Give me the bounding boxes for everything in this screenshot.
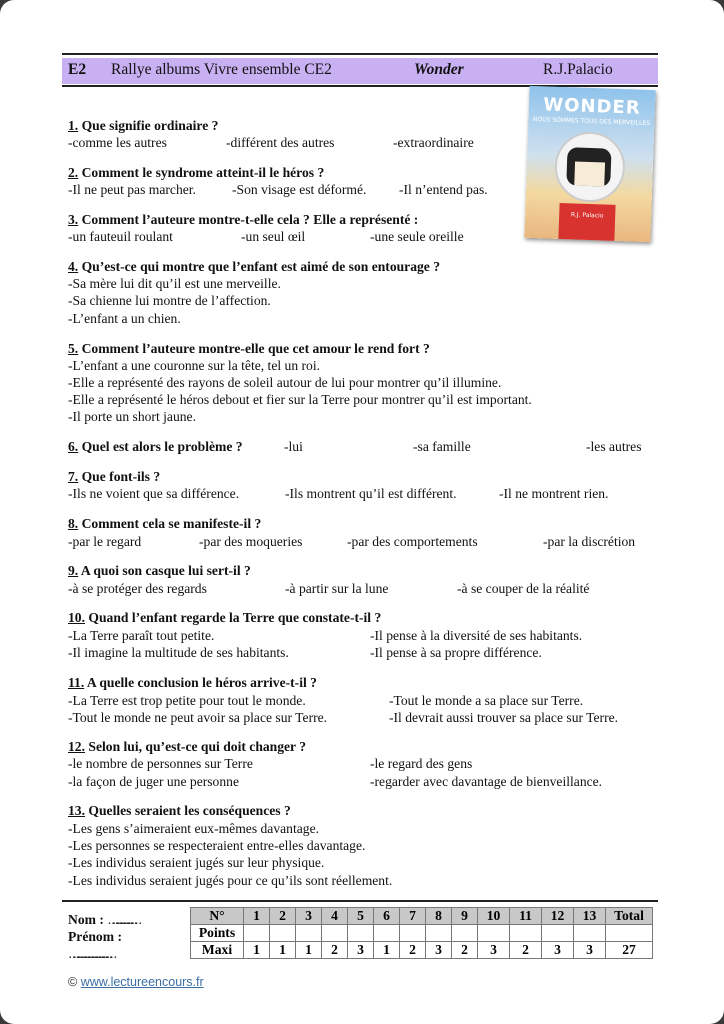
cover-title: WONDER xyxy=(542,94,641,119)
bottom-rule xyxy=(62,900,658,902)
question-text: Quand l’enfant regarde la Terre que constate-t-il ? xyxy=(85,610,382,625)
question-text: Comment le syndrome atteint-il le héros ? xyxy=(78,165,325,180)
header-cell: Total xyxy=(606,908,653,925)
answer-option[interactable]: -à se couper de la réalité xyxy=(457,581,590,596)
book-author: R.J.Palacio xyxy=(543,61,613,78)
answer-option[interactable]: -différent des autres xyxy=(226,135,335,150)
answer-option[interactable]: -le regard des gens xyxy=(370,756,473,771)
answer-option[interactable]: -par des comportements xyxy=(347,534,478,549)
question-number: 5. xyxy=(68,341,79,356)
question-text: Comment l’auteure montre-elle que cet amour le rend fort ? xyxy=(78,341,430,356)
answer-option[interactable]: -par le regard xyxy=(68,534,142,549)
header-cell: 6 xyxy=(374,908,400,925)
answer-option[interactable]: -sa famille xyxy=(413,439,471,454)
maxi-cell: 2 xyxy=(322,942,348,959)
book-cover-image xyxy=(524,86,655,242)
answer-option[interactable]: -la façon de juger une personne xyxy=(68,774,239,789)
answer-option[interactable]: -La Terre paraît tout petite. xyxy=(68,628,215,643)
header-cell: 9 xyxy=(452,908,478,925)
answer-option[interactable]: -Il pense à la diversité de ses habitants. xyxy=(370,628,583,643)
header-cell: 12 xyxy=(542,908,574,925)
question-11-title xyxy=(68,675,317,691)
maxi-cell: 2 xyxy=(452,942,478,959)
header-cell: 13 xyxy=(574,908,606,925)
points-cell[interactable] xyxy=(322,925,348,942)
dotted-line: ………………… xyxy=(107,912,133,927)
answer-option[interactable]: -regarder avec davantage de bienveillance. xyxy=(370,774,603,789)
maxi-cell: 2 xyxy=(510,942,542,959)
maxi-cell: 3 xyxy=(542,942,574,959)
series-title: Rallye albums Vivre ensemble CE2 xyxy=(111,61,332,78)
header-cell: 4 xyxy=(322,908,348,925)
question-12-title xyxy=(68,739,306,755)
top-rule xyxy=(62,53,658,55)
answer-option[interactable]: -Les gens s’aimeraient eux-mêmes davantage. xyxy=(68,821,319,836)
maxi-cell: Maxi xyxy=(191,942,244,959)
header-cell: 7 xyxy=(400,908,426,925)
maxi-cell: 3 xyxy=(348,942,374,959)
answer-option[interactable]: -Les individus seraient jugés sur leur physique. xyxy=(68,855,325,870)
question-text: Comment l’auteure montre-t-elle cela ? Elle a représenté : xyxy=(78,212,419,227)
name-field[interactable] xyxy=(68,912,132,928)
dotted-line: …………………………… xyxy=(68,946,108,961)
answer-option[interactable]: -Elle a représenté des rayons de soleil autour de lui pour montrer qu’il illumine. xyxy=(68,375,502,390)
answer-option[interactable]: -Il porte un short jaune. xyxy=(68,409,196,424)
cover-subtitle: NOUS SOMMES TOUS DES MERVEILLES xyxy=(532,115,651,128)
question-number: 9. xyxy=(68,563,79,578)
answer-option[interactable]: -La Terre est trop petite pour tout le monde. xyxy=(68,693,306,708)
points-cell[interactable] xyxy=(400,925,426,942)
question-5-title xyxy=(68,341,430,357)
field-label: Nom : xyxy=(68,912,108,927)
maxi-cell: 27 xyxy=(606,942,653,959)
copyright-symbol: © xyxy=(68,975,78,989)
header-cell: 8 xyxy=(426,908,452,925)
question-number: 2. xyxy=(68,165,79,180)
points-cell[interactable] xyxy=(348,925,374,942)
answer-option[interactable]: -Sa chienne lui montre de l’affection. xyxy=(68,293,271,308)
question-number: 11. xyxy=(68,675,85,690)
answer-option[interactable]: -Les personnes se respecteraient entre-elles davantage. xyxy=(68,838,366,853)
question-text: A quelle conclusion le héros arrive-t-il ? xyxy=(84,675,317,690)
answer-option[interactable]: -Elle a représenté le héros debout et fier sur la Terre pour montrer qu’il est important. xyxy=(68,392,532,407)
answer-option[interactable]: -comme les autres xyxy=(68,135,167,150)
question-number: 10. xyxy=(68,610,85,625)
points-cell: Points xyxy=(191,925,244,942)
answer-option[interactable]: -un seul œil xyxy=(241,229,306,244)
header-cell: N° xyxy=(191,908,244,925)
answer-option[interactable]: -par des moqueries xyxy=(199,534,303,549)
header-band xyxy=(62,58,658,84)
question-8-title xyxy=(68,516,261,532)
maxi-cell: 2 xyxy=(400,942,426,959)
answer-option[interactable]: -lui xyxy=(284,439,303,454)
question-4-title xyxy=(68,259,440,275)
answer-option[interactable]: -Il n’entend pas. xyxy=(399,182,488,197)
maxi-cell: 1 xyxy=(296,942,322,959)
website-link[interactable]: www.lectureencours.fr xyxy=(80,975,204,989)
header-cell: 2 xyxy=(270,908,296,925)
points-cell[interactable] xyxy=(452,925,478,942)
points-cell[interactable] xyxy=(606,925,653,942)
question-number: 1. xyxy=(68,118,79,133)
answer-option[interactable]: -extraordinaire xyxy=(393,135,474,150)
question-text: Que signifie ordinaire ? xyxy=(78,118,219,133)
answer-option[interactable]: -par la discrétion xyxy=(543,534,636,549)
firstname-label: Prénom : xyxy=(68,929,122,944)
question-7-title xyxy=(68,469,160,485)
question-6-title xyxy=(68,439,243,455)
answer-option[interactable]: -à partir sur la lune xyxy=(285,581,389,596)
answer-option[interactable]: -L’enfant a une couronne sur la tête, tel un roi. xyxy=(68,358,321,373)
points-cell[interactable] xyxy=(244,925,270,942)
question-10-title xyxy=(68,610,381,626)
answer-option[interactable]: -Sa mère lui dit qu’il est une merveille. xyxy=(68,276,281,291)
question-9-title xyxy=(68,563,251,579)
answer-option[interactable]: -Il ne montrent rien. xyxy=(499,486,609,501)
answer-option[interactable]: -Ils ne voient que sa différence. xyxy=(68,486,240,501)
question-text: Selon lui, qu’est-ce qui doit changer ? xyxy=(85,739,307,754)
answer-option[interactable]: -Son visage est déformé. xyxy=(232,182,367,197)
footer xyxy=(68,975,204,989)
header-cell: 5 xyxy=(348,908,374,925)
header-cell: 3 xyxy=(296,908,322,925)
worksheet-code: E2 xyxy=(68,61,87,78)
points-cell[interactable] xyxy=(574,925,606,942)
maxi-cell: 3 xyxy=(574,942,606,959)
answer-option[interactable]: -Ils montrent qu’il est différent. xyxy=(285,486,457,501)
question-number: 13. xyxy=(68,803,85,818)
maxi-cell: 1 xyxy=(270,942,296,959)
score-table xyxy=(190,907,653,959)
cover-credit: R.J. Palacio xyxy=(558,203,615,242)
maxi-cell: 1 xyxy=(244,942,270,959)
answer-option[interactable]: -le nombre de personnes sur Terre xyxy=(68,756,253,771)
header-cell: 11 xyxy=(510,908,542,925)
points-cell[interactable] xyxy=(374,925,400,942)
points-cell[interactable] xyxy=(510,925,542,942)
question-number: 3. xyxy=(68,212,79,227)
answer-option[interactable]: -les autres xyxy=(586,439,642,454)
question-text: Quelles seraient les conséquences ? xyxy=(85,803,291,818)
question-number: 6. xyxy=(68,439,79,454)
points-cell[interactable] xyxy=(296,925,322,942)
answer-option[interactable]: -Les individus seraient jugés pour ce qu’ils sont réellement. xyxy=(68,873,393,888)
answer-option[interactable]: -à se protéger des regards xyxy=(68,581,207,596)
answer-option[interactable]: -une seule oreille xyxy=(370,229,464,244)
question-text: A quoi son casque lui sert-il ? xyxy=(78,563,251,578)
question-number: 4. xyxy=(68,259,79,274)
question-number: 7. xyxy=(68,469,79,484)
question-text: Que font-ils ? xyxy=(78,469,161,484)
question-13-title xyxy=(68,803,291,819)
points-cell[interactable] xyxy=(542,925,574,942)
question-1-title xyxy=(68,118,218,134)
maxi-cell: 1 xyxy=(374,942,400,959)
question-number: 12. xyxy=(68,739,85,754)
header-cell: 1 xyxy=(244,908,270,925)
astronaut-helmet xyxy=(554,131,626,203)
question-2-title xyxy=(68,165,324,181)
answer-option[interactable]: -Il imagine la multitude de ses habitants. xyxy=(68,645,289,660)
answer-option[interactable]: -Il ne peut pas marcher. xyxy=(68,182,196,197)
answer-option[interactable]: -Il pense à sa propre différence. xyxy=(370,645,542,660)
question-text: Qu’est-ce qui montre que l’enfant est aimé de son entourage ? xyxy=(78,259,441,274)
maxi-cell: 3 xyxy=(478,942,510,959)
answer-option[interactable]: -Tout le monde a sa place sur Terre. xyxy=(389,693,584,708)
points-cell[interactable] xyxy=(270,925,296,942)
book-title: Wonder xyxy=(414,61,464,78)
firstname-field[interactable] xyxy=(68,946,108,962)
header-cell: 10 xyxy=(478,908,510,925)
question-number: 8. xyxy=(68,516,79,531)
answer-option[interactable]: -Il devrait aussi trouver sa place sur Terre. xyxy=(389,710,619,725)
answer-option[interactable]: -L’enfant a un chien. xyxy=(68,311,181,326)
question-text: Comment cela se manifeste-il ? xyxy=(78,516,262,531)
answer-option[interactable]: -Tout le monde ne peut avoir sa place sur Terre. xyxy=(68,710,328,725)
points-cell[interactable] xyxy=(478,925,510,942)
points-cell[interactable] xyxy=(426,925,452,942)
maxi-cell: 3 xyxy=(426,942,452,959)
answer-option[interactable]: -un fauteuil roulant xyxy=(68,229,173,244)
question-3-title xyxy=(68,212,418,228)
question-text: Quel est alors le problème ? xyxy=(78,439,243,454)
